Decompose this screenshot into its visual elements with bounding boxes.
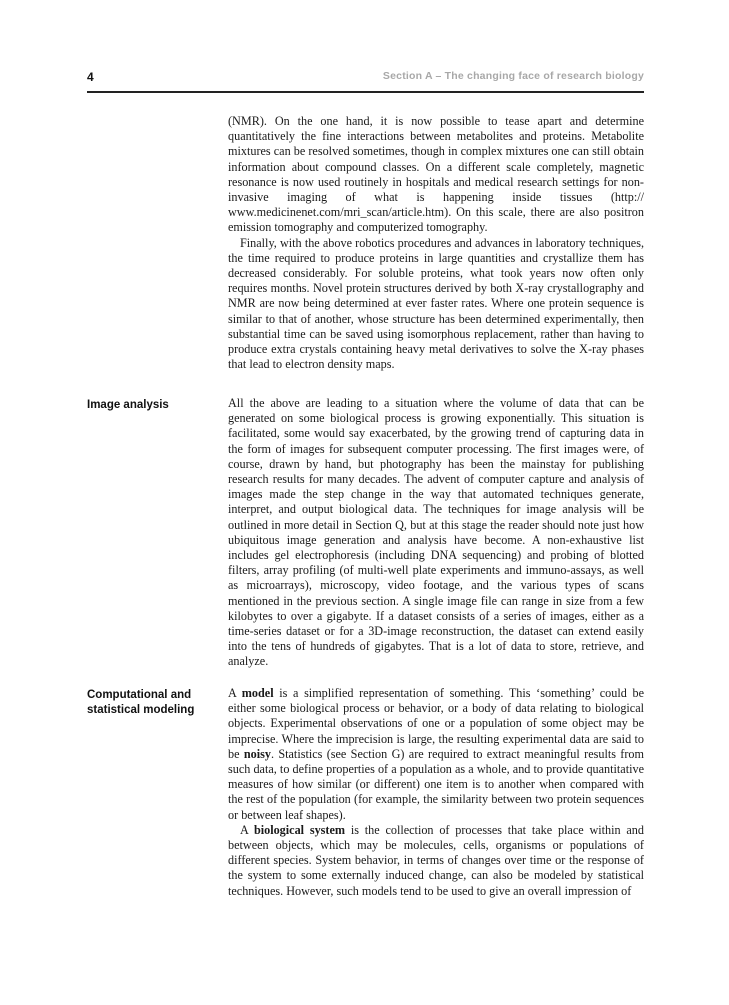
image-analysis-heading: Image analysis: [87, 399, 169, 411]
text-run: A: [240, 822, 254, 837]
text-run: is a simplified representation of something. This ‘something’ could be either some biological process or behavior, or a body of data relating to biological objects. Experimental observations of one or a population of some object may be imprecise. Where the imprecision is large, the resulting experimental data are said to be: [228, 686, 644, 761]
page-header: [87, 70, 644, 90]
intro-body: [228, 114, 644, 372]
term-biological-system: biological system: [253, 822, 346, 837]
text-run: . Statistics (see Section G) are required to extract meaningful results from such data, to define properties of a population as a whole, and to provide quantitative measures of how similar (or different) one item is to another when compared with the rest of the population (for example, the similarity between two protein sequences or between leaf shapes).: [228, 746, 644, 822]
modeling-body: [228, 686, 644, 899]
modeling-paragraph-2: [228, 823, 644, 899]
term-noisy: noisy: [243, 746, 271, 761]
text-run: A: [228, 686, 242, 700]
term-model: model: [241, 686, 274, 700]
running-head: Section A – The changing face of research biology: [382, 70, 644, 82]
page-number: 4: [87, 70, 94, 84]
image-analysis-body: [228, 396, 644, 670]
modeling-paragraph-1: [228, 686, 644, 823]
modeling-heading: Computational and statistical modeling: [87, 689, 195, 716]
image-analysis-paragraph: All the above are leading to a situation where the volume of data that can be generated on some biological process is growing exponentially. This situation is facilitated, some would say exacerbated, by the growing trend of capturing data in the form of images for subsequent computer processing. The first images were, of course, drawn by hand, but photography has been the mainstay for publishing research results for many decades. The advent of computer capture and analysis of images made the step change in the way that automated techniques generate, interpret, and output biological data. The techniques for image analysis will be outlined in more detail in Section Q, but at this stage the reader should note just how ubiquitous image generation and analysis have become. A non-exhaustive list includes gel electrophoresis (including DNA sequencing) and probing of blotted filters, array profiling (of multi-well plate experiments and immuno-assays, as well as microarrays), microscopy, video footage, and the various types of scans mentioned in the previous section. A single image file can range in size from a few kilobytes to over a gigabyte. If a dataset consists of a series of images, either as a time-series dataset or for a 3D-image reconstruction, the dataset can extend easily into the tens of hundreds of gigabytes. That is a lot of data to store, retrieve, and analyze.: [228, 396, 644, 669]
intro-paragraph-2: Finally, with the above robotics procedures and advances in laboratory techniques, the time required to produce proteins in large quantities and crystallize them has decreased considerably. For soluble proteins, what took years now often only requires months. Novel protein structures derived by both X-ray crystallography and NMR are now being determined at ever faster rates. Where one protein sequence is similar to that of another, whose structure has been determined experimentally, then substantial time can be saved using isomorphous replacement, rather than having to produce extra crystals containing heavy metal derivatives to solve the X-ray phases that lead to electron density maps.: [228, 235, 644, 372]
header-rule: [87, 91, 644, 93]
text-run: is the collection of processes that take place within and between objects, which may be molecules, cells, organisms or populations of different species. System behavior, in terms of changes over time or the response of the system to some externally induced change, can also be modeled by statistical techniques. However, such models tend to be used to give an overall impression of: [228, 822, 644, 898]
intro-paragraph-1: (NMR). On the one hand, it is now possible to tease apart and determine quantitatively the fine interactions between metabolites and proteins. Metabolite mixtures can be resolved sometimes, though in complex mixtures one can still obtain information about compound classes. On a different scale completely, magnetic resonance is now used routinely in hospitals and medical research settings for non-invasive imaging of what is happening inside tissues (http:// www.medicinenet.com/mri_scan/article.htm). On this scale, there are also positron emission tomography and computerized tomography.: [228, 114, 644, 235]
